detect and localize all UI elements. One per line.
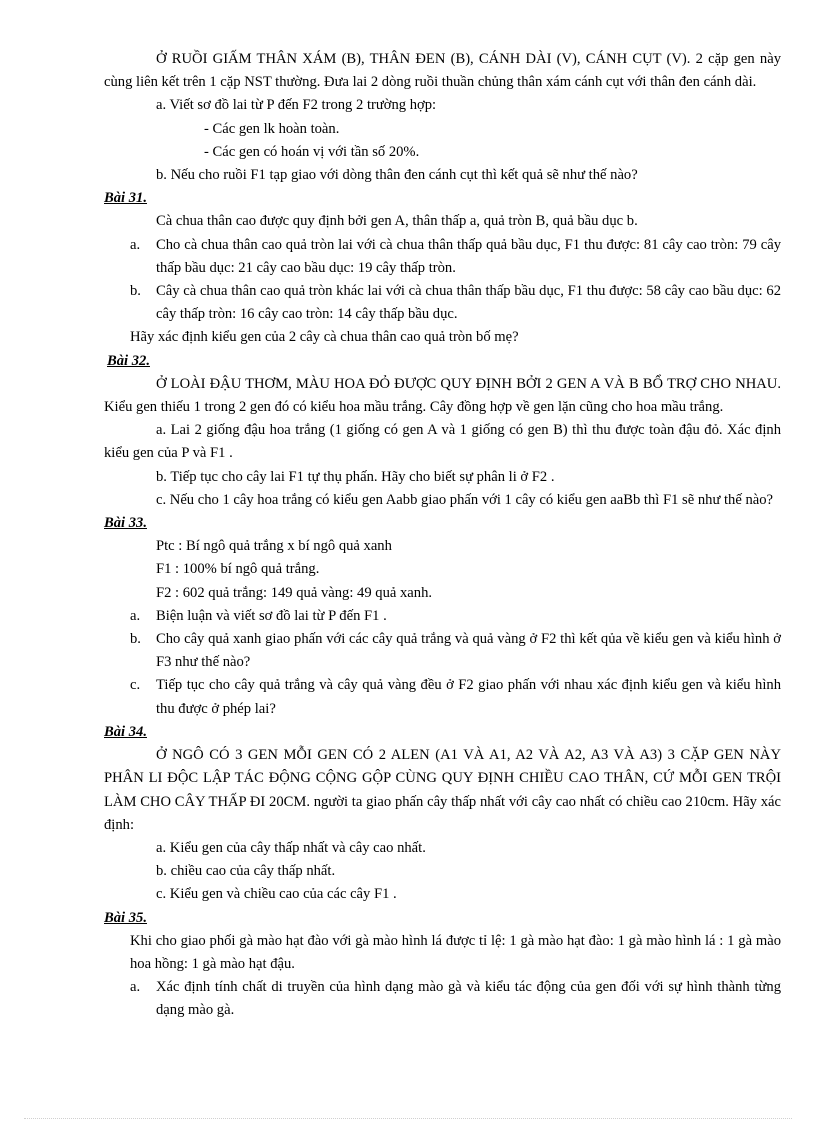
intro-case-2: - Các gen có hoán vị với tần số 20%. [204, 143, 420, 160]
list-item [104, 976, 781, 1022]
bai34-question-c: c. Kiểu gen và chiều cao của các cây F1 . [156, 886, 397, 903]
bai33-title: Bài 33. [104, 515, 147, 532]
bai32-question-c: c. Nếu cho 1 cây hoa trắng có kiểu gen Aabb giao phấn với 1 cây có kiểu gen aaBb thì F1 sẽ như thế nào? [156, 491, 774, 508]
list-marker: b. [130, 631, 141, 648]
intro-question-a: a. Viết sơ đồ lai từ P đến F2 trong 2 trường hợp: [156, 97, 437, 114]
bai32-title: Bài 32. [107, 352, 150, 369]
intro-paragraph: Ở RUỒI GIẤM THÂN XÁM (B), THÂN ĐEN (B), CÁNH DÀI (V), CÁNH CỤT (V). 2 cặp gen này cùng liên kết trên 1 cặp NST thường. Đưa lai 2 dòng ruồi thuần chủng thân xám cánh cụt với thân đen cánh dài. [104, 51, 781, 91]
bai35-title: Bài 35. [104, 909, 147, 926]
list-text: Cho cà chua thân cao quả tròn lai với cà chua thân thấp quả bầu dục, F1 thu được: 81 cây cao tròn: 79 cây thấp bầu dục: 21 cây cao bầu dục: 19 cây thấp tròn. [156, 236, 781, 276]
bai35-list [104, 976, 781, 1022]
bai33-section [104, 512, 781, 535]
list-marker: a. [130, 979, 141, 996]
list-text: Tiếp tục cho cây quả trắng và cây quả vàng đều ở F2 giao phấn với nhau xác định kiểu gen và kiểu hình thu được ở phép lai? [156, 677, 781, 717]
bai33-list [104, 605, 781, 721]
list-item [104, 605, 781, 628]
list-item [104, 674, 781, 720]
list-item [104, 234, 781, 280]
bai31-title: Bài 31. [104, 190, 147, 207]
list-marker: b. [130, 283, 141, 300]
list-item [104, 628, 781, 674]
bai35-paragraph: Khi cho giao phối gà mào hạt đào với gà mào hình lá được tỉ lệ: 1 gà mào hạt đào: 1 gà mào hình lá : 1 gà mào hoa hồng: 1 gà mào hạt đậu. [130, 932, 781, 972]
bai35-section [104, 907, 781, 930]
bai32-question-a: a. Lai 2 giống đậu hoa trắng (1 giống có gen A và 1 giống có gen B) thì thu được toàn đậu đỏ. Xác định kiểu gen của P và F1 . [104, 422, 781, 462]
intro-case-1: - Các gen lk hoàn toàn. [204, 120, 340, 137]
bai33-ptc: Ptc : Bí ngô quả trắng x bí ngô quả xanh [156, 538, 392, 555]
bai34-paragraph: Ở NGÔ CÓ 3 GEN MỖI GEN CÓ 2 ALEN (A1 VÀ A1, A2 VÀ A2, A3 VÀ A3) 3 CẶP GEN NÀY PHÂN LI ĐỘC LẬP TÁC ĐỘNG CỘNG GỘP CÙNG QUY ĐỊNH CHIỀU CAO THÂN, CỨ MỖI GEN TRỘI LÀM CHO CÂY THẤP ĐI 20CM. người ta giao phấn cây thấp nhất với cây cao nhất có chiều cao 210cm. Hãy xác định: [104, 747, 781, 833]
bai31-question: Hãy xác định kiểu gen của 2 cây cà chua thân cao quả tròn bố mẹ? [130, 329, 519, 346]
page-bottom-divider [24, 1118, 792, 1119]
intro-question-b: b. Nếu cho ruồi F1 tạp giao với dòng thân đen cánh cụt thì kết quả sẽ như thế nào? [156, 167, 638, 184]
list-marker: a. [130, 236, 141, 253]
bai34-title: Bài 34. [104, 723, 147, 740]
bai34-question-a: a. Kiểu gen của cây thấp nhất và cây cao nhất. [156, 839, 426, 856]
list-text: Biện luận và viết sơ đồ lai từ P đến F1 . [156, 607, 387, 624]
bai34-section [104, 721, 781, 744]
list-marker: a. [130, 607, 141, 624]
bai33-f1: F1 : 100% bí ngô quả trắng. [156, 561, 320, 578]
list-text: Xác định tính chất di truyền của hình dạng mào gà và kiểu tác động của gen đối với sự hình thành từng dạng mào gà. [156, 979, 781, 1019]
list-marker: c. [130, 677, 141, 694]
bai33-f2: F2 : 602 quả trắng: 149 quả vàng: 49 quả xanh. [156, 584, 433, 601]
bai31-paragraph: Cà chua thân cao được quy định bởi gen A, thân thấp a, quả tròn B, quả bầu dục b. [156, 213, 638, 230]
bai32-section [104, 350, 781, 373]
bai31-list [104, 234, 781, 327]
bai32-paragraph: Ở LOÀI ĐẬU THƠM, MÀU HOA ĐỎ ĐƯỢC QUY ĐỊNH BỞI 2 GEN A VÀ B BỔ TRỢ CHO NHAU. Kiểu gen thiếu 1 trong 2 gen đó có kiểu hoa mầu trắng. Cây đồng hợp về gen lặn cũng cho hoa mầu trắng. [104, 375, 781, 416]
document-page [104, 48, 781, 1023]
bai32-question-b: b. Tiếp tục cho cây lai F1 tự thụ phấn. Hãy cho biết sự phân li ở F2 . [156, 468, 555, 485]
list-text: Cho cây quả xanh giao phấn với các cây quả trắng và quả vàng ở F2 thì kết qủa về kiểu gen và kiểu hình ở F3 như thế nào? [156, 631, 781, 671]
list-text: Cây cà chua thân cao quả tròn khác lai với cà chua thân thấp bầu dục, F1 thu được: 58 cây cao bầu dục: 62 cây thấp tròn: 16 cây cao tròn: 14 cây thấp bầu dục. [156, 283, 781, 323]
bai34-question-b: b. chiều cao của cây thấp nhất. [156, 863, 336, 880]
list-item [104, 280, 781, 326]
bai31-section [104, 187, 781, 210]
